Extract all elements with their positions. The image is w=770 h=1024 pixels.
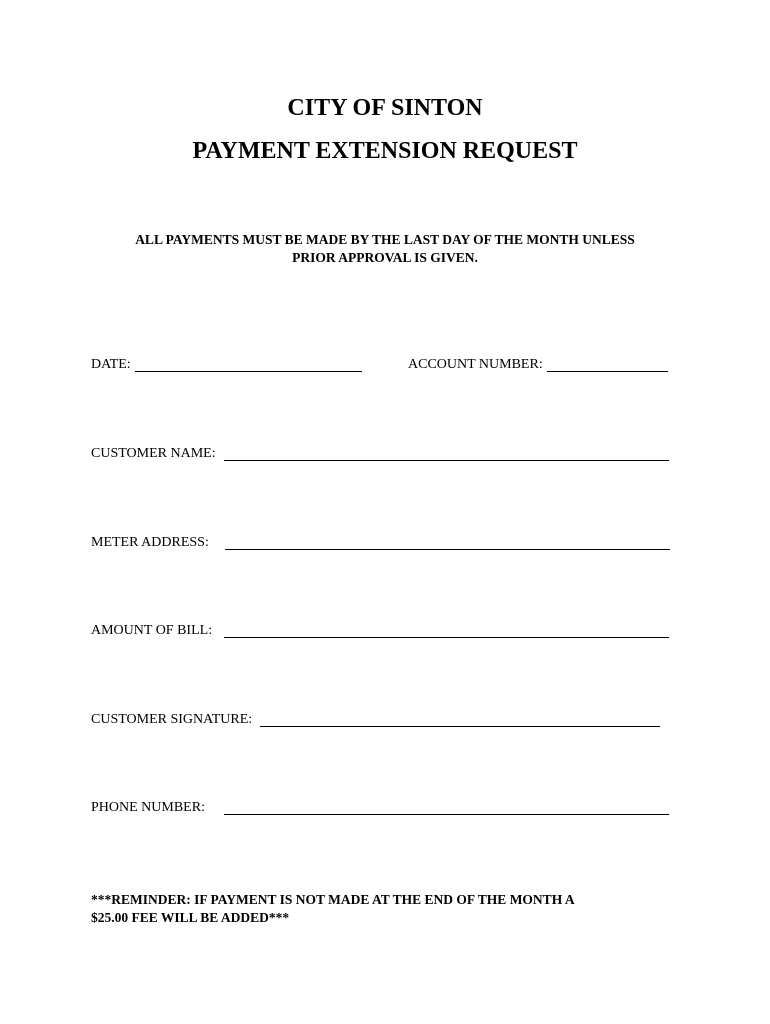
customer-signature-input-line[interactable] — [260, 725, 660, 727]
late-fee-reminder-line-2: $25.00 FEE WILL BE ADDED*** — [91, 910, 290, 925]
account-number-field — [408, 357, 668, 375]
payment-notice-line-2: PRIOR APPROVAL IS GIVEN. — [292, 250, 478, 265]
phone-number-label: PHONE NUMBER: — [91, 800, 205, 815]
meter-address-input-line[interactable] — [225, 548, 670, 550]
page-title: CITY OF SINTON — [287, 95, 483, 121]
phone-number-input-line[interactable] — [224, 813, 669, 815]
payment-notice — [80, 231, 690, 267]
late-fee-reminder — [91, 891, 691, 927]
account-number-input-line[interactable] — [547, 370, 668, 372]
amount-of-bill-label: AMOUNT OF BILL: — [91, 623, 213, 638]
form-title: PAYMENT EXTENSION REQUEST — [192, 138, 578, 164]
customer-signature-field — [91, 712, 660, 730]
customer-signature-label: CUSTOMER SIGNATURE: — [91, 712, 253, 727]
meter-address-label: METER ADDRESS: — [91, 535, 209, 550]
date-label: DATE: — [91, 357, 131, 372]
payment-notice-line-1: ALL PAYMENTS MUST BE MADE BY THE LAST DAY OF THE MONTH UNLESS — [135, 232, 635, 247]
late-fee-reminder-line-1: ***REMINDER: IF PAYMENT IS NOT MADE AT THE END OF THE MONTH A — [91, 892, 575, 907]
phone-number-field — [91, 800, 669, 818]
customer-name-input-line[interactable] — [224, 459, 669, 461]
customer-name-label: CUSTOMER NAME: — [91, 446, 216, 461]
date-input-line[interactable] — [135, 370, 362, 372]
account-number-label: ACCOUNT NUMBER: — [408, 357, 543, 372]
amount-of-bill-input-line[interactable] — [224, 636, 669, 638]
customer-name-field — [91, 446, 669, 464]
meter-address-field — [91, 535, 670, 553]
amount-of-bill-field — [91, 623, 669, 641]
date-field — [91, 357, 362, 375]
